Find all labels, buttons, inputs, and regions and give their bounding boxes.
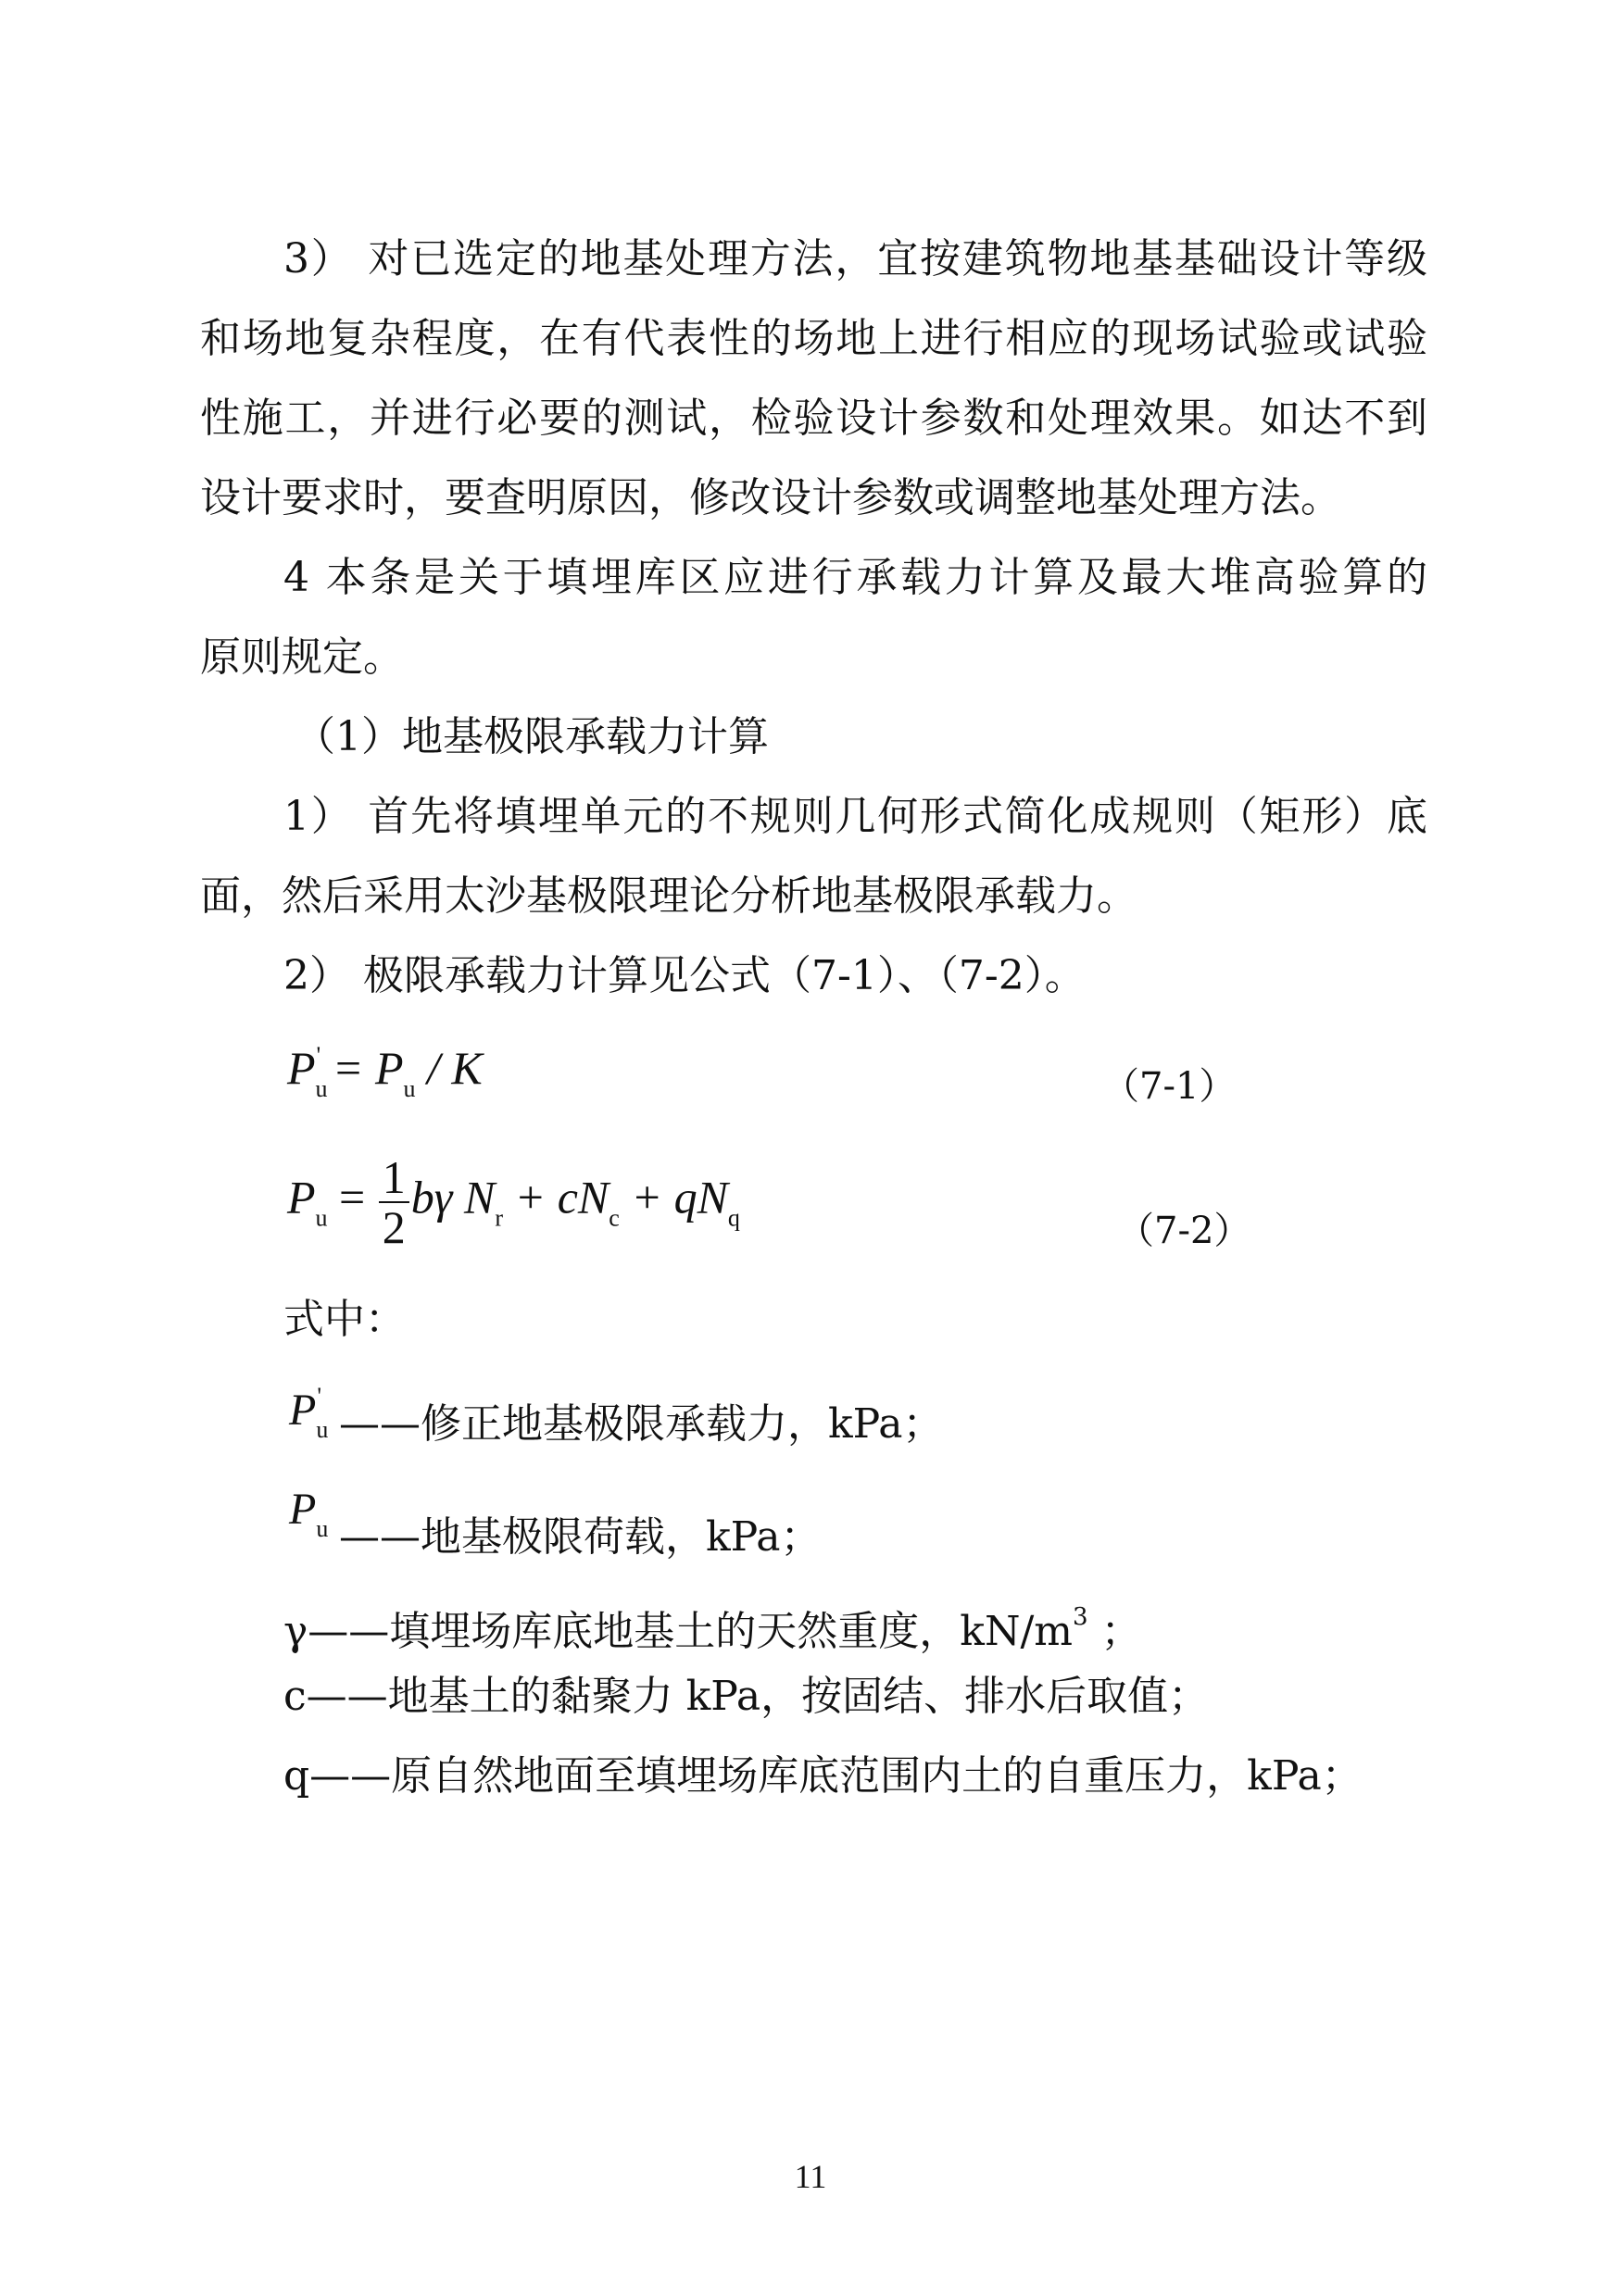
eq71-prime: ' <box>316 1042 321 1069</box>
eq71-rhs-tail: / K <box>415 1042 483 1094</box>
eq72-sub-r: r <box>495 1204 503 1232</box>
eq72-p: P <box>287 1171 316 1223</box>
eq72-equals: = <box>339 1171 366 1223</box>
eq71-sub-u: u <box>315 1075 328 1102</box>
item-1-line-2: 面，然后采用太沙基极限理论分析地基极限承载力。 <box>200 872 1137 920</box>
where-label: 式中： <box>283 1296 406 1343</box>
def-gamma-text: γ——填埋场库底地基土的天然重度，kN/m <box>283 1608 1074 1655</box>
equation-7-1 <box>287 1028 483 1117</box>
item-2-line: 2） 极限承载力计算见公式（7-1）、（7-2）。 <box>283 952 1086 999</box>
paragraph-3-line-1: 3） 对已选定的地基处理方法，宜按建筑物地基基础设计等级 <box>283 235 1427 282</box>
paragraph-4-line-2: 原则规定。 <box>200 634 404 681</box>
eq71-p: P <box>287 1042 316 1094</box>
equation-7-2-number: （7-2） <box>1117 1210 1251 1252</box>
def-pu-prime-text: ——修正地基极限承载力，kPa； <box>339 1400 944 1448</box>
page-number: 11 <box>794 2158 827 2195</box>
section-heading: （1）地基极限承载力计算 <box>295 713 769 760</box>
def-gamma <box>283 1589 1142 1660</box>
eq72-fraction <box>379 1153 409 1251</box>
def-c: c——地基土的黏聚力 kPa，按固结、排水后取值； <box>283 1673 1210 1720</box>
eq72-sub-u: u <box>315 1204 328 1232</box>
eq72-sub-q: q <box>727 1204 740 1232</box>
eq71-rhs: = P <box>332 1042 404 1094</box>
def-pu-symbol <box>289 1482 328 1557</box>
item-1-line-1: 1） 首先将填埋单元的不规则几何形式简化成规则（矩形）底 <box>283 793 1427 840</box>
def-q: q——原自然地面至填埋场库底范围内土的自重压力，kPa； <box>283 1752 1363 1800</box>
def-pu-prime-mark: ' <box>317 1383 322 1410</box>
eq72-frac-den: 2 <box>382 1201 406 1253</box>
def-pu-text: ——地基极限荷载，kPa； <box>339 1513 822 1561</box>
eq72-plus-q: + qN <box>619 1171 728 1223</box>
eq72-b-gamma: bγ N <box>410 1171 496 1223</box>
paragraph-3-line-3: 性施工，并进行必要的测试，检验设计参数和处理效果。如达不到 <box>200 395 1427 442</box>
eq72-sub-c: c <box>609 1204 620 1232</box>
eq72-plus-c: + cN <box>502 1171 609 1223</box>
def-pu-sub: u <box>316 1515 329 1542</box>
def-gamma-sup: 3 <box>1073 1603 1088 1631</box>
def-pu-prime-symbol <box>289 1369 329 1458</box>
equation-7-1-number: （7-1） <box>1102 1065 1237 1108</box>
paragraph-3-line-4: 设计要求时，要查明原因，修改设计参数或调整地基处理方法。 <box>200 474 1341 521</box>
def-pu-prime-sub: u <box>316 1416 329 1443</box>
def-gamma-tail: ； <box>1087 1608 1142 1655</box>
eq72-frac-num: 1 <box>379 1153 409 1203</box>
equation-7-2 <box>287 1153 740 1283</box>
def-pu-p: P <box>289 1485 317 1534</box>
eq71-rhs-sub: u <box>403 1075 416 1102</box>
paragraph-3-line-2: 和场地复杂程度，在有代表性的场地上进行相应的现场试验或试验 <box>200 315 1427 362</box>
paragraph-4-line-1: 4 本条是关于填埋库区应进行承载力计算及最大堆高验算的 <box>283 554 1427 601</box>
def-pu-prime-p: P <box>289 1386 317 1435</box>
